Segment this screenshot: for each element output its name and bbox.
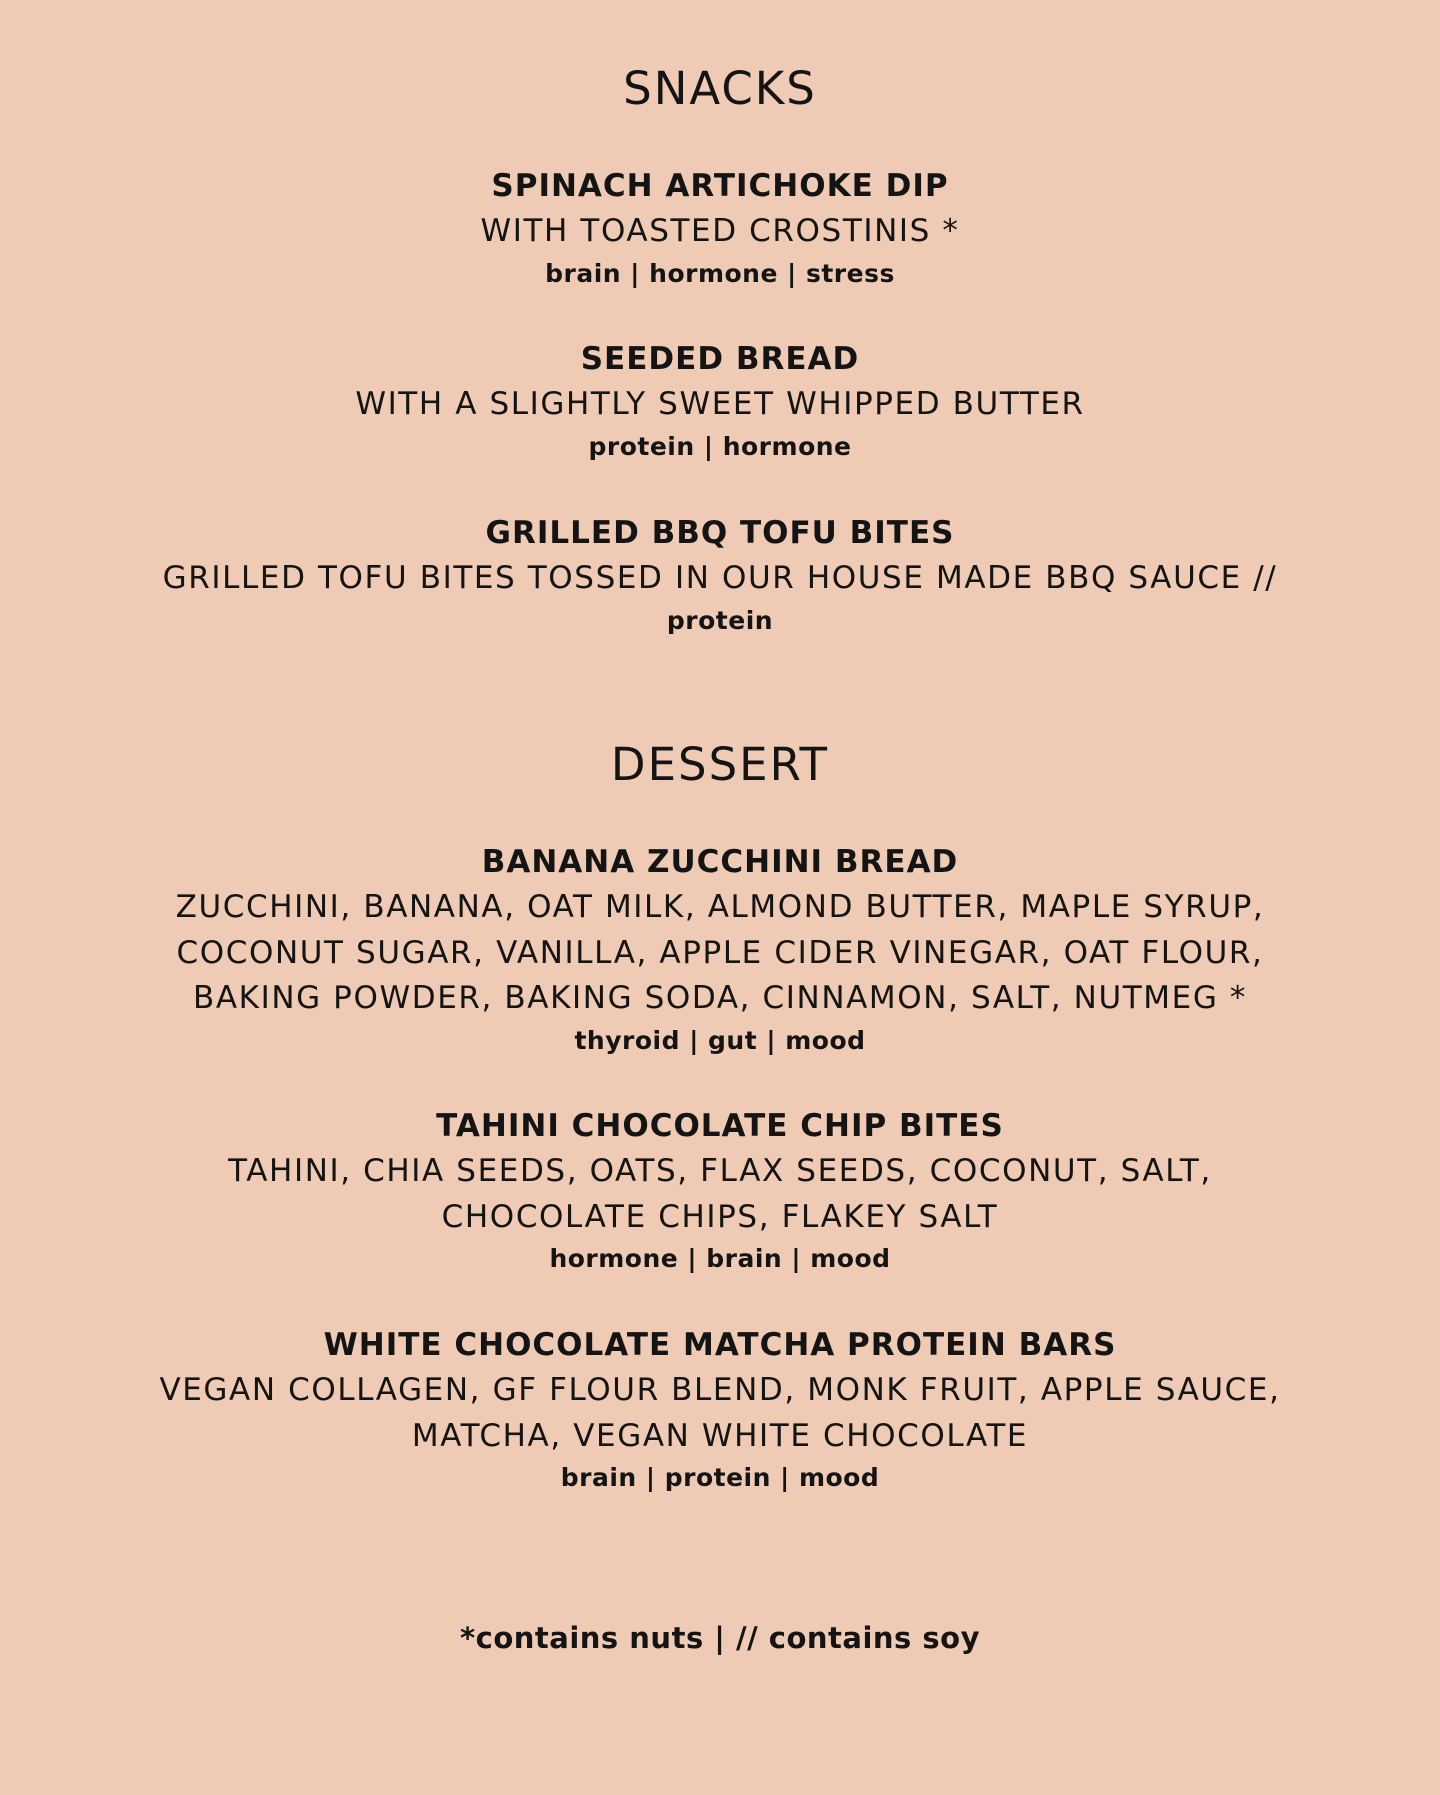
item-description-line: VEGAN COLLAGEN, GF FLOUR BLEND, MONK FRUIT, APPLE SAUCE, — [159, 1372, 1281, 1408]
menu-item-grilled-bbq-tofu-bites — [0, 510, 1440, 640]
item-name: BANANA ZUCCHINI BREAD — [481, 844, 959, 880]
item-description-line: WITH TOASTED CROSTINIS * — [480, 213, 960, 249]
item-tags: brain | protein | mood — [560, 1463, 880, 1492]
item-description-line: WITH A SLIGHTLY SWEET WHIPPED BUTTER — [355, 386, 1085, 422]
item-tags: thyroid | gut | mood — [574, 1025, 866, 1055]
item-name: TAHINI CHOCOLATE CHIP BITES — [436, 1108, 1004, 1144]
menu-item-banana-zucchini-bread — [0, 839, 1440, 1060]
item-description-line: TAHINI, CHIA SEEDS, OATS, FLAX SEEDS, COCONUT, SALT, — [228, 1153, 1212, 1189]
item-name: GRILLED BBQ TOFU BITES — [485, 515, 955, 551]
item-name: SPINACH ARTICHOKE DIP — [491, 168, 949, 204]
item-description-line: MATCHA, VEGAN WHITE CHOCOLATE — [411, 1417, 1029, 1454]
menu-item-spinach-artichoke-dip — [0, 163, 1440, 293]
item-tags: hormone | brain | mood — [549, 1244, 891, 1273]
menu-item-white-chocolate-matcha-protein-bars — [0, 1322, 1440, 1497]
item-description-line: ZUCCHINI, BANANA, OAT MILK, ALMOND BUTTER, MAPLE SYRUP, — [175, 889, 1265, 925]
menu-item-tahini-chocolate-chip-bites — [0, 1103, 1440, 1278]
item-description-line: GRILLED TOFU BITES TOSSED IN OUR HOUSE MADE BBQ SAUCE // — [162, 560, 1278, 596]
item-name: WHITE CHOCOLATE MATCHA PROTEIN BARS — [323, 1327, 1117, 1363]
item-tags: brain | hormone | stress — [545, 258, 895, 288]
item-description-line: BAKING POWDER, BAKING SODA, CINNAMON, SALT, NUTMEG * — [192, 980, 1248, 1016]
snacks-section-title: SNACKS — [623, 62, 817, 115]
dessert-section-title: DESSERT — [610, 738, 830, 791]
item-description-line: COCONUT SUGAR, VANILLA, APPLE CIDER VINEGAR, OAT FLOUR, — [176, 934, 1264, 971]
item-description-line: CHOCOLATE CHIPS, FLAKEY SALT — [441, 1198, 999, 1235]
menu-item-seeded-bread — [0, 336, 1440, 466]
item-tags: protein — [666, 605, 774, 635]
allergen-footnote: *contains nuts | // contains soy — [459, 1621, 980, 1655]
item-tags: protein | hormone — [588, 431, 852, 461]
item-name: SEEDED BREAD — [580, 341, 860, 377]
